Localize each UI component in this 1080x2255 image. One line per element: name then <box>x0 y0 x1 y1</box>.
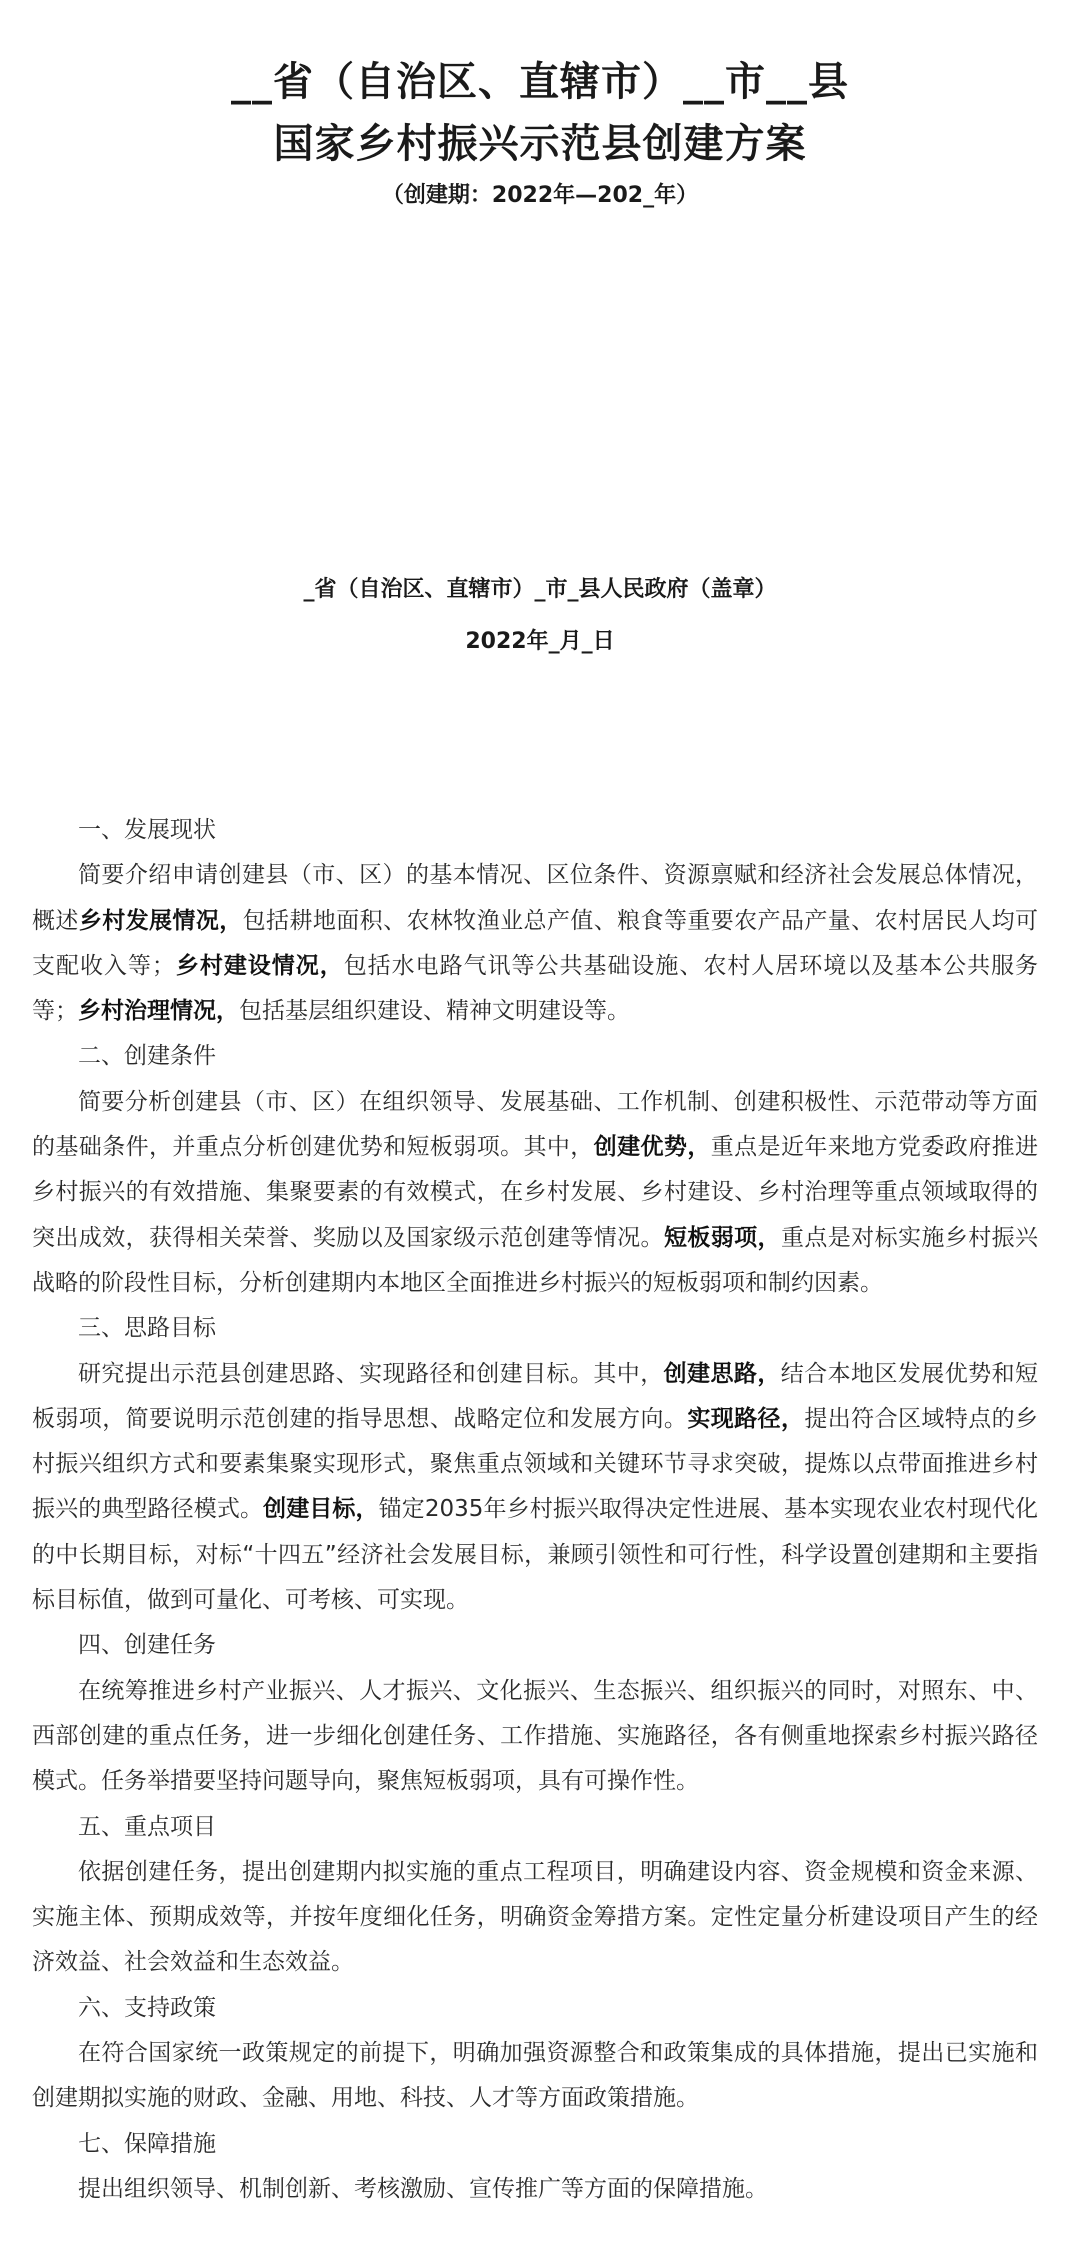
bold-keyword: 乡村治理情况， <box>78 998 239 1025</box>
paragraph-text: 锚定2035年乡村振兴取得决定性进展、基本实现农业农村现代化的中长期目标，对标“十四五”经济社会发展目标，兼顾引领性和可行性，科学设置创建期和主要指标目标值，做到可量化、可考核、可实现。 <box>32 1496 1038 1614</box>
creation-period: （创建期：2022年—202_年） <box>381 183 699 208</box>
paragraph-text: 重点是对标实施乡村振兴战略的阶段性目标，分析创建期内本地区全面推进乡村振兴的短板弱项和制约因素。 <box>32 1224 1039 1296</box>
issue-date: 2022年_月_日 <box>465 629 615 654</box>
cover-title-line2: 国家乡村振兴示范县创建方案 <box>273 121 807 167</box>
paragraph-text: 结合本地区发展优势和短板弱项，简要说明示范创建的指导思想、战略定位和发展方向。 <box>32 1360 1039 1432</box>
paragraph-text: 提出组织领导、机制创新、考核激励、宣传推广等方面的保障措施。 <box>78 2175 768 2202</box>
bold-keyword: 创建目标， <box>263 1496 379 1523</box>
section-heading: 二、创建条件 <box>78 1043 216 1070</box>
cover-title-line1: __省（自治区、直辖市）__市__县 <box>231 59 849 105</box>
paragraph-text: 重点是近年来地方党委政府推进乡村振兴的有效措施、集聚要素的有效模式，在乡村发展、乡村建设、乡村治理等重点领域取得的突出成效，获得相关荣誉、奖励以及国家级示范创建等情况。 <box>32 1134 1039 1251</box>
paragraph-text: 简要介绍申请创建县（市、区）的基本情况、区位条件、资源禀赋和经济社会发展总体情况，概述 <box>32 862 1038 934</box>
section-paragraph <box>32 2167 1038 2212</box>
paragraph-text: 在统筹推进乡村产业振兴、人才振兴、文化振兴、生态振兴、组织振兴的同时，对照东、中、西部创建的重点任务，进一步细化创建任务、工作措施、实施路径，各有侧重地探索乡村振兴路径模式。任务举措要坚持问题导向，聚焦短板弱项，具有可操作性。 <box>32 1677 1038 1795</box>
bold-keyword: 乡村发展情况， <box>78 907 243 934</box>
section-paragraph <box>32 2031 1038 2122</box>
section-paragraph <box>32 1352 1038 1624</box>
document-body <box>32 808 1038 2212</box>
section-heading: 六、支持政策 <box>78 1994 216 2021</box>
section-heading: 一、发展现状 <box>78 817 216 843</box>
paragraph-text: 在符合国家统一政策规定的前提下，明确加强资源整合和政策集成的具体措施，提出已实施和创建期拟实施的财政、金融、用地、科技、人才等方面政策措施。 <box>32 2040 1038 2112</box>
bold-keyword: 实现路径， <box>687 1405 805 1432</box>
paragraph-text: 依据创建任务，提出创建期内拟实施的重点工程项目，明确建设内容、资金规模和资金来源、实施主体、预期成效等，并按年度细化任务，明确资金筹措方案。定性定量分析建设项目产生的经济效益、社会效益和生态效益。 <box>32 1858 1038 1976</box>
section-paragraph <box>32 1669 1038 1805</box>
bold-keyword: 短板弱项， <box>663 1224 781 1251</box>
paragraph-text: 提出符合区域特点的乡村振兴组织方式和要素集聚实现形式，聚焦重点领域和关键环节寻求突破，提炼以点带面推进乡村振兴的典型路径模式。 <box>32 1405 1039 1523</box>
paragraph-text: 包括基层组织建设、精神文明建设等。 <box>239 998 630 1025</box>
paragraph-text: 简要分析创建县（市、区）在组织领导、发展基础、工作机制、创建积极性、示范带动等方面的基础条件，并重点分析创建优势和短板弱项。其中， <box>32 1088 1038 1161</box>
paragraph-text: 包括水电路气讯等公共基础设施、农村人居环境以及基本公共服务等； <box>32 952 1039 1025</box>
section-heading: 七、保障措施 <box>78 2130 216 2157</box>
issuing-government: _省（自治区、直辖市）_市_县人民政府（盖章） <box>303 577 777 602</box>
section-heading: 四、创建任务 <box>78 1632 216 1659</box>
paragraph-text: 研究提出示范县创建思路、实现路径和创建目标。其中， <box>78 1360 664 1387</box>
section-heading: 三、思路目标 <box>78 1315 216 1342</box>
paragraph-text: 包括耕地面积、农林牧渔业总产值、粮食等重要农产品产量、农村居民人均可支配收入等； <box>32 907 1039 979</box>
bold-keyword: 创建思路， <box>663 1360 781 1387</box>
section-heading: 五、重点项目 <box>78 1813 216 1840</box>
bold-keyword: 创建优势， <box>593 1134 711 1161</box>
section-paragraph <box>32 853 1038 1034</box>
bold-keyword: 乡村建设情况， <box>174 952 344 979</box>
section-paragraph <box>32 1080 1038 1306</box>
section-paragraph <box>32 1850 1038 1986</box>
